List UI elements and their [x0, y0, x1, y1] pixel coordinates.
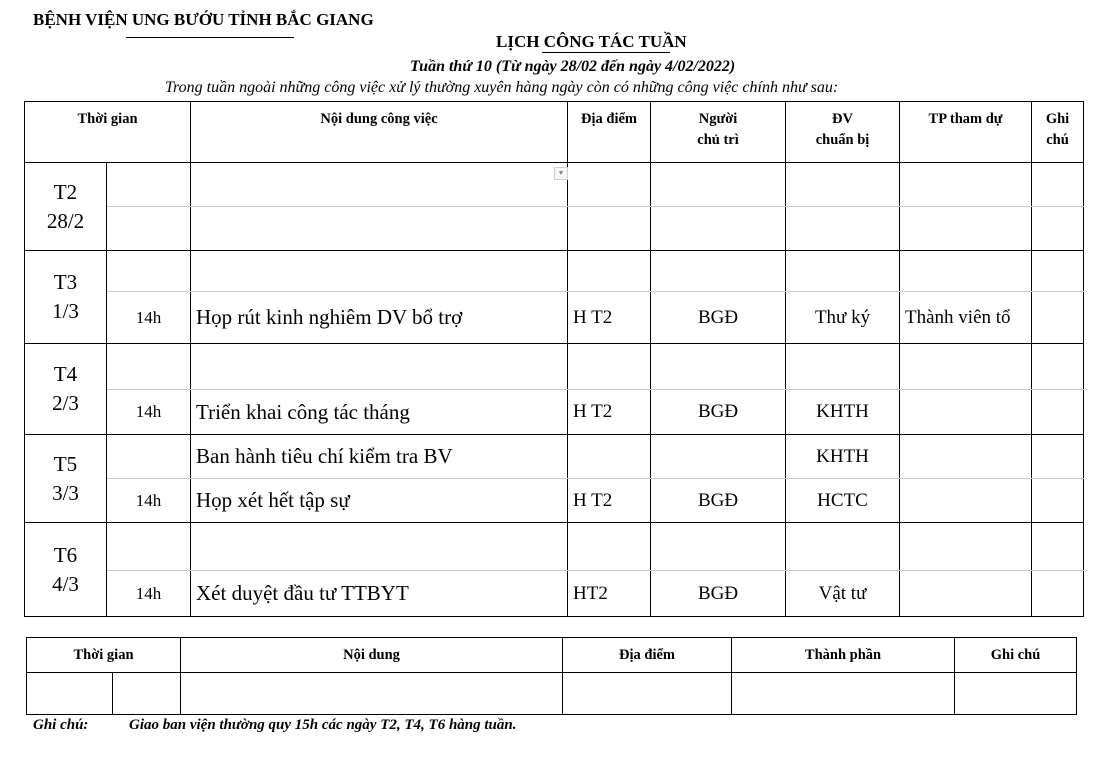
day-cell [25, 344, 107, 435]
extra-cell[interactable] [27, 673, 113, 715]
cell-time[interactable]: 14h [107, 479, 191, 523]
footnote [33, 717, 517, 734]
schedule-row [25, 251, 1084, 292]
cell-time[interactable]: 14h [107, 571, 191, 617]
cell-note[interactable] [1032, 251, 1084, 292]
cell-note[interactable] [1032, 292, 1084, 344]
schedule-row [25, 571, 1084, 617]
schedule-row [25, 479, 1084, 523]
day-date: 3/3 [52, 480, 79, 505]
cell-host[interactable]: BGĐ [651, 479, 786, 523]
cell-time[interactable] [107, 163, 191, 207]
dropdown-arrow-icon[interactable]: ▼ [554, 167, 568, 180]
cell-host[interactable] [651, 163, 786, 207]
cell-host[interactable] [651, 344, 786, 390]
organization-underline [126, 37, 294, 38]
cell-prep[interactable] [786, 163, 900, 207]
schedule-row [25, 523, 1084, 571]
cell-prep[interactable] [786, 251, 900, 292]
cell-attendees[interactable] [900, 571, 1032, 617]
cell-attendees[interactable] [900, 523, 1032, 571]
extra-cell[interactable] [113, 673, 181, 715]
cell-content[interactable]: Triển khai công tác tháng [191, 390, 568, 435]
cell-location[interactable]: H T2 [568, 479, 651, 523]
cell-time[interactable] [107, 344, 191, 390]
extra-col-time: Thời gian [27, 638, 181, 673]
cell-note[interactable] [1032, 435, 1084, 479]
day-name: T6 [53, 542, 78, 567]
cell-attendees[interactable] [900, 390, 1032, 435]
cell-prep[interactable] [786, 344, 900, 390]
organization-name: BỆNH VIỆN UNG BƯỚU TỈNH BẮC GIANG [33, 10, 374, 29]
day-cell [25, 523, 107, 617]
day-date: 28/2 [46, 208, 85, 233]
extra-empty-row [27, 673, 1077, 715]
cell-content[interactable]: Họp xét hết tập sự [191, 479, 568, 523]
cell-content[interactable]: Ban hành tiêu chí kiểm tra BV [191, 435, 568, 479]
cell-content[interactable]: Xét duyệt đầu tư TTBYT [191, 571, 568, 617]
week-subtitle: Tuần thứ 10 (Từ ngày 28/02 đến ngày 4/02/2022) [410, 58, 736, 75]
cell-location[interactable]: HT2 [568, 571, 651, 617]
cell-content[interactable] [191, 251, 568, 292]
col-header-prep: ĐV chuẩn bị [786, 102, 900, 163]
cell-prep[interactable]: KHTH [786, 390, 900, 435]
cell-note[interactable] [1032, 571, 1084, 617]
cell-time[interactable] [107, 251, 191, 292]
col-header-note: Ghi chú [1032, 102, 1084, 163]
cell-note[interactable] [1032, 163, 1084, 207]
extra-col-content: Nội dung [181, 638, 563, 673]
intro-text: Trong tuần ngoài những công việc xử lý thường xuyên hàng ngày còn có những công việc chính như sau: [165, 79, 839, 96]
cell-attendees[interactable] [900, 344, 1032, 390]
cell-attendees[interactable] [900, 435, 1032, 479]
cell-host[interactable]: BGĐ [651, 571, 786, 617]
extra-cell[interactable] [955, 673, 1077, 715]
cell-time[interactable] [107, 523, 191, 571]
extra-header-row [27, 638, 1077, 673]
extra-table [26, 637, 1077, 715]
cell-time[interactable]: 14h [107, 292, 191, 344]
col-header-location: Địa điểm [568, 102, 651, 163]
extra-cell[interactable] [181, 673, 563, 715]
day-name: T5 [53, 451, 78, 476]
cell-location[interactable] [568, 251, 651, 292]
cell-note[interactable] [1032, 523, 1084, 571]
cell-location[interactable] [568, 435, 651, 479]
day-cell [25, 435, 107, 523]
col-header-host: Người chủ trì [651, 102, 786, 163]
day-date: 2/3 [52, 391, 79, 415]
day-name: T4 [53, 362, 78, 386]
cell-host[interactable] [651, 207, 786, 251]
day-name: T2 [53, 179, 78, 204]
cell-location[interactable] [568, 163, 651, 207]
day-date: 4/3 [52, 571, 79, 596]
cell-host[interactable]: BGĐ [651, 292, 786, 344]
cell-content[interactable] [191, 163, 568, 207]
cell-attendees[interactable] [900, 479, 1032, 523]
cell-attendees[interactable] [900, 207, 1032, 251]
cell-prep[interactable] [786, 207, 900, 251]
col-header-attendees: TP tham dự [900, 102, 1032, 163]
cell-host[interactable]: BGĐ [651, 390, 786, 435]
cell-attendees[interactable] [900, 251, 1032, 292]
cell-time[interactable] [107, 207, 191, 251]
cell-note[interactable] [1032, 207, 1084, 251]
cell-host[interactable] [651, 435, 786, 479]
cell-attendees[interactable]: Thành viên tổ [900, 292, 1032, 344]
schedule-row [25, 207, 1084, 251]
schedule-row [25, 292, 1084, 344]
cell-time[interactable] [107, 435, 191, 479]
cell-host[interactable] [651, 523, 786, 571]
page-title: LỊCH CÔNG TÁC TUẦN [496, 32, 687, 51]
cell-location[interactable] [568, 523, 651, 571]
cell-location[interactable]: H T2 [568, 390, 651, 435]
schedule-row [25, 344, 1084, 390]
cell-attendees[interactable] [900, 163, 1032, 207]
cell-location[interactable]: H T2 [568, 292, 651, 344]
cell-prep[interactable]: HCTC [786, 479, 900, 523]
cell-content[interactable] [191, 523, 568, 571]
footnote-label: Ghi chú: [33, 717, 89, 733]
schedule-row [25, 390, 1084, 435]
schedule-row [25, 435, 1084, 479]
schedule-header-row [25, 102, 1084, 163]
cell-time[interactable]: 14h [107, 390, 191, 435]
cell-prep[interactable] [786, 523, 900, 571]
cell-location[interactable] [568, 207, 651, 251]
col-header-time: Thời gian [25, 102, 191, 163]
cell-prep[interactable]: Thư ký [786, 292, 900, 344]
extra-col-location: Địa điểm [563, 638, 732, 673]
extra-cell[interactable] [563, 673, 732, 715]
title-underline [542, 52, 670, 53]
footnote-text: Giao ban viện thường quy 15h các ngày T2, T4, T6 hàng tuần. [129, 717, 517, 733]
cell-host[interactable] [651, 251, 786, 292]
cell-prep[interactable]: KHTH [786, 435, 900, 479]
cell-note[interactable] [1032, 344, 1084, 390]
extra-col-note: Ghi chú [955, 638, 1077, 673]
cell-content[interactable] [191, 207, 568, 251]
cell-note[interactable] [1032, 479, 1084, 523]
day-cell [25, 251, 107, 344]
extra-cell[interactable] [732, 673, 955, 715]
col-header-content: Nội dung công việc [191, 102, 568, 163]
day-date: 1/3 [52, 299, 79, 323]
day-name: T3 [53, 270, 78, 294]
cell-note[interactable] [1032, 390, 1084, 435]
extra-col-members: Thành phần [732, 638, 955, 673]
cell-content[interactable] [191, 344, 568, 390]
cell-location[interactable] [568, 344, 651, 390]
cell-content[interactable]: Họp rút kinh nghiêm DV bổ trợ [191, 292, 568, 344]
day-cell [25, 163, 107, 251]
cell-prep[interactable]: Vật tư [786, 571, 900, 617]
